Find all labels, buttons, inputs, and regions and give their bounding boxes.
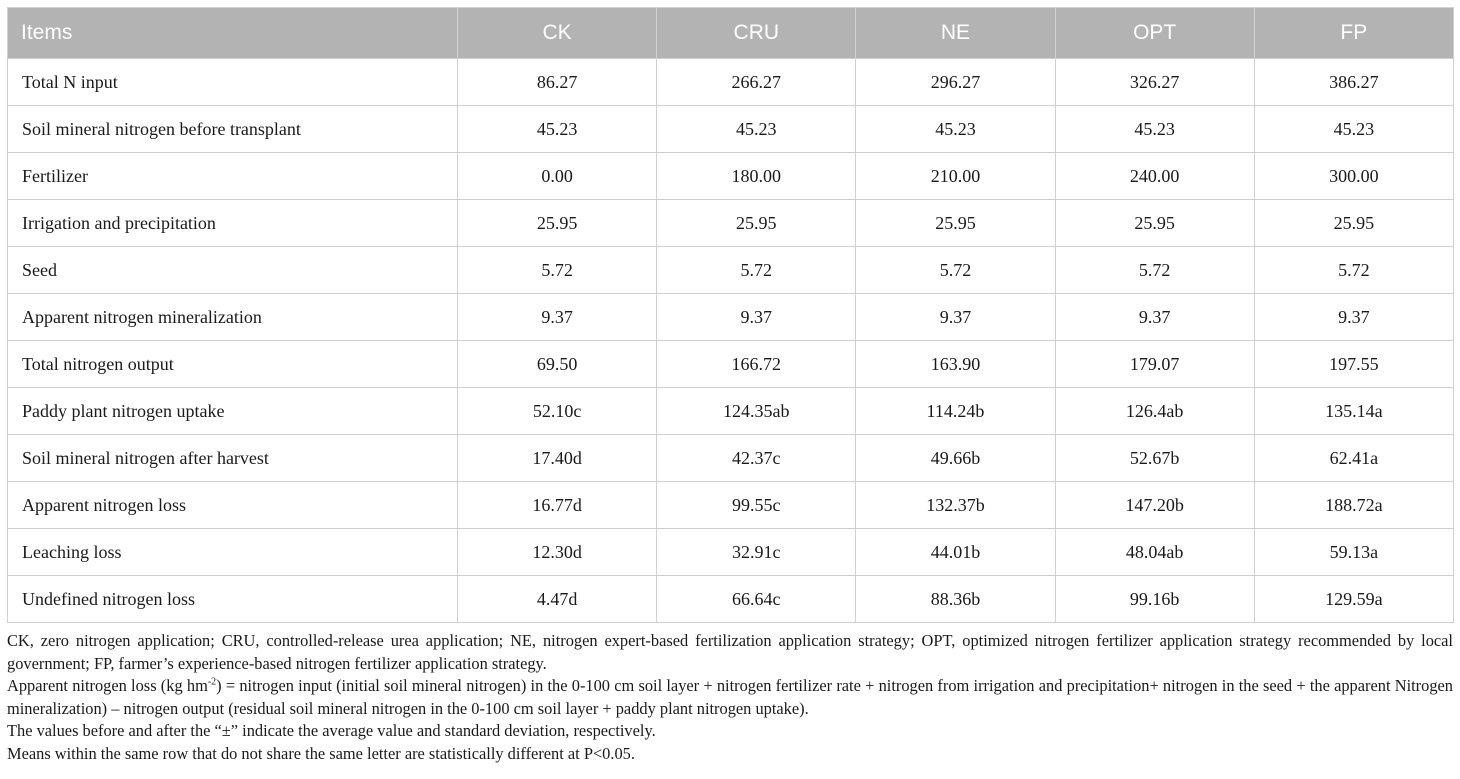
table-cell: 163.90: [856, 341, 1055, 388]
table-cell: 52.10c: [458, 388, 657, 435]
table-cell: 17.40d: [458, 435, 657, 482]
formula-prefix: Apparent nitrogen loss (kg hm: [7, 676, 208, 695]
column-header-ne: NE: [856, 8, 1055, 59]
table-cell: 114.24b: [856, 388, 1055, 435]
nitrogen-balance-table: [7, 7, 1454, 623]
table-row: [8, 200, 1454, 247]
table-cell: 132.37b: [856, 482, 1055, 529]
table-cell: 180.00: [657, 153, 856, 200]
table-cell: 240.00: [1055, 153, 1254, 200]
table-cell: 59.13a: [1254, 529, 1453, 576]
footnote-significance: Means within the same row that do not share the same letter are statistically different at P<0.05.: [7, 743, 635, 763]
table-cell: 5.72: [657, 247, 856, 294]
table-cell: 45.23: [856, 106, 1055, 153]
table-cell: 0.00: [458, 153, 657, 200]
table-row: [8, 435, 1454, 482]
table-cell: 5.72: [1254, 247, 1453, 294]
table-cell: 135.14a: [1254, 388, 1453, 435]
table-cell: 166.72: [657, 341, 856, 388]
table-cell: 42.37c: [657, 435, 856, 482]
table-row: [8, 576, 1454, 623]
table-cell: 25.95: [1055, 200, 1254, 247]
table-body: [8, 59, 1454, 623]
table-cell: 16.77d: [458, 482, 657, 529]
table-row: [8, 247, 1454, 294]
table-cell: 52.67b: [1055, 435, 1254, 482]
table-cell: 9.37: [657, 294, 856, 341]
table-cell: 12.30d: [458, 529, 657, 576]
footnote-plus-minus: The values before and after the “±” indicate the average value and standard deviation, respectively.: [7, 721, 656, 740]
table-cell: 99.55c: [657, 482, 856, 529]
row-label: Apparent nitrogen loss: [8, 482, 458, 529]
table-cell: 66.64c: [657, 576, 856, 623]
table-cell: 179.07: [1055, 341, 1254, 388]
table-row: [8, 153, 1454, 200]
table-cell: 197.55: [1254, 341, 1453, 388]
formula-superscript: -2: [207, 676, 217, 688]
table-cell: 296.27: [856, 59, 1055, 106]
row-label: Irrigation and precipitation: [8, 200, 458, 247]
table-cell: 9.37: [458, 294, 657, 341]
footnote-abbreviations: CK, zero nitrogen application; CRU, controlled-release urea application; NE, nitrogen expert-based fertilization application strategy; OPT, optimized nitrogen fertilizer application strategy recommended by local government; FP, farmer’s experience-based nitrogen fertilizer application strategy.: [7, 631, 1453, 673]
row-label: Soil mineral nitrogen before transplant: [8, 106, 458, 153]
table-cell: 25.95: [856, 200, 1055, 247]
table-cell: 147.20b: [1055, 482, 1254, 529]
table-cell: 9.37: [1055, 294, 1254, 341]
table-cell: 49.66b: [856, 435, 1055, 482]
table-cell: 188.72a: [1254, 482, 1453, 529]
table-cell: 9.37: [1254, 294, 1453, 341]
column-header-opt: OPT: [1055, 8, 1254, 59]
table-cell: 300.00: [1254, 153, 1453, 200]
table-cell: 45.23: [657, 106, 856, 153]
row-label: Fertilizer: [8, 153, 458, 200]
table-cell: 86.27: [458, 59, 657, 106]
table-row: [8, 388, 1454, 435]
column-header-fp: FP: [1254, 8, 1453, 59]
table-cell: 4.47d: [458, 576, 657, 623]
table-row: [8, 59, 1454, 106]
row-label: Total N input: [8, 59, 458, 106]
table-cell: 129.59a: [1254, 576, 1453, 623]
table-header-row: [8, 8, 1454, 59]
table-cell: 266.27: [657, 59, 856, 106]
table-cell: 126.4ab: [1055, 388, 1254, 435]
table-cell: 45.23: [1254, 106, 1453, 153]
table-footnotes: [7, 630, 1453, 765]
table-cell: 124.35ab: [657, 388, 856, 435]
row-label: Undefined nitrogen loss: [8, 576, 458, 623]
table-cell: 45.23: [1055, 106, 1254, 153]
table-row: [8, 106, 1454, 153]
table-cell: 5.72: [458, 247, 657, 294]
footnote-formula: [7, 675, 1453, 720]
formula-rest: ) = nitrogen input (initial soil mineral nitrogen) in the 0-100 cm soil layer + nitrogen fertilizer rate + nitrogen from irrigation and precipitation+ nitrogen in the seed + the apparent Nitrogen mineralization) – nitrogen output (residual soil mineral nitrogen in the 0-100 cm soil layer + paddy plant nitrogen uptake).: [7, 676, 1453, 718]
table-cell: 69.50: [458, 341, 657, 388]
table-cell: 25.95: [657, 200, 856, 247]
row-label: Seed: [8, 247, 458, 294]
table-cell: 62.41a: [1254, 435, 1453, 482]
table-cell: 25.95: [1254, 200, 1453, 247]
table-cell: 88.36b: [856, 576, 1055, 623]
table-cell: 44.01b: [856, 529, 1055, 576]
row-label: Paddy plant nitrogen uptake: [8, 388, 458, 435]
table-cell: 99.16b: [1055, 576, 1254, 623]
column-header-ck: CK: [458, 8, 657, 59]
table-cell: 326.27: [1055, 59, 1254, 106]
table-row: [8, 294, 1454, 341]
table-row: [8, 529, 1454, 576]
row-label: Apparent nitrogen mineralization: [8, 294, 458, 341]
table-container: [7, 7, 1453, 623]
row-label: Leaching loss: [8, 529, 458, 576]
column-header-items: Items: [8, 8, 458, 59]
table-cell: 386.27: [1254, 59, 1453, 106]
table-row: [8, 482, 1454, 529]
table-cell: 5.72: [856, 247, 1055, 294]
table-cell: 25.95: [458, 200, 657, 247]
table-cell: 5.72: [1055, 247, 1254, 294]
row-label: Soil mineral nitrogen after harvest: [8, 435, 458, 482]
table-cell: 45.23: [458, 106, 657, 153]
column-header-cru: CRU: [657, 8, 856, 59]
table-cell: 48.04ab: [1055, 529, 1254, 576]
table-cell: 9.37: [856, 294, 1055, 341]
row-label: Total nitrogen output: [8, 341, 458, 388]
table-cell: 32.91c: [657, 529, 856, 576]
table-cell: 210.00: [856, 153, 1055, 200]
table-row: [8, 341, 1454, 388]
